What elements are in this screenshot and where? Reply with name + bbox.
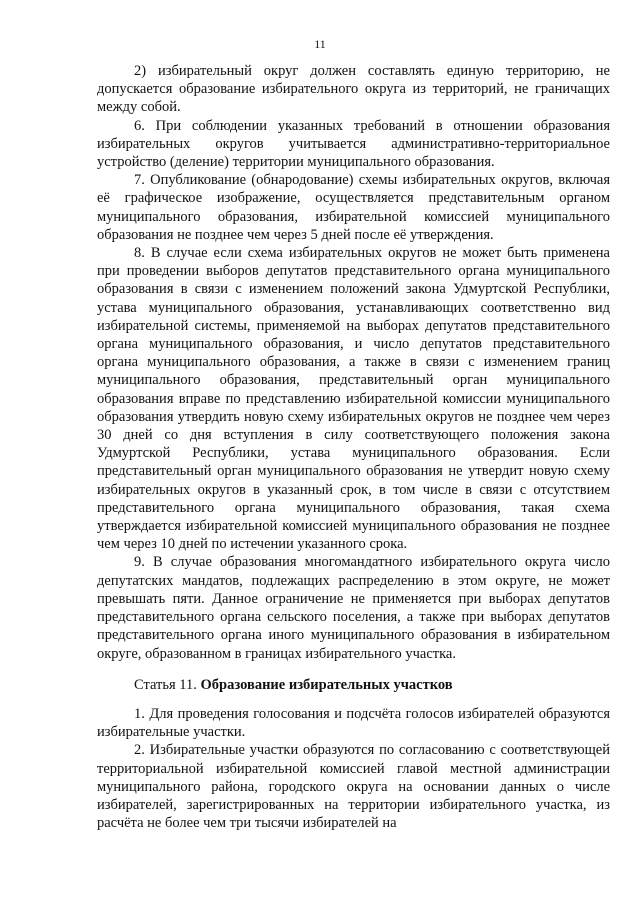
article-paragraph-2: 2. Избирательные участки образуются по согласованию с соответствующей территориальной избирательной комиссией главой местной администрации муниципального района, городского округа на основании данных о числе избирателей, зарегистрированных на территории избирательного участка, из расчёта не более чем три тысячи избирателей на xyxy=(97,742,610,832)
article-heading xyxy=(97,676,610,694)
paragraph-item-2: 2) избирательный округ должен составлять единую территорию, не допускается образование избирательного округа из территорий, не граничащих между собой. xyxy=(97,63,610,116)
paragraph-clause-9: 9. В случае образования многомандатного избирательного округа число депутатских мандатов, подлежащих распределению в этом округе, не может превышать пяти. Данное ограничение не применяется при выборах депутатов представительного органа сельского поселения, а также при выборах депутатов представительного органа иного муниципального образования в избирательном округе, образованном в границах избирательного участка. xyxy=(97,554,610,662)
page-number: 11 xyxy=(314,37,326,51)
paragraph-clause-8: 8. В случае если схема избирательных округов не может быть применена при проведении выборов депутатов представительного органа муниципального образования в связи с изменением положений закона Удмуртской Республики, устава муниципального образования, устанавливающих соответственно вид избирательной системы, применяемой на выборах депутатов представительного органа муниципального образования, и число депутатов представительного органа муниципального образования, а также в связи с изменением границ муниципального образования, представительный орган муниципального образования вправе по представлению избирательной комиссии муниципального образования утвердить новую схему избирательных округов не позднее чем через 30 дней со дня вступления в силу соответствующего положения закона Удмуртской Республики, устава муниципального образования. Если представительный орган муниципального образования не утвердит новую схему избирательных округов в указанный срок, в том числе в связи с отсутствием представительного органа муниципального образования, такая схема утверждается избирательной комиссией муниципального образования не позднее чем через 10 дней по истечении указанного срока. xyxy=(97,245,610,553)
article-paragraph-1: 1. Для проведения голосования и подсчёта голосов избирателей образуются избирательные участки. xyxy=(97,705,610,741)
document-body xyxy=(97,62,610,832)
paragraph-clause-6: 6. При соблюдении указанных требований в отношении образования избирательных округов учитывается административно-территориальное устройство (деление) территории муниципального образования. xyxy=(97,117,610,171)
article-prefix: Статья 11. xyxy=(134,676,197,693)
paragraph-clause-7: 7. Опубликование (обнародование) схемы избирательных округов, включая её графическое изображение, осуществляется представительным органом муниципального образования, избирательной комиссией муниципального образования не позднее чем через 5 дней после её утверждения. xyxy=(97,172,610,243)
article-title: Образование избирательных участков xyxy=(200,676,453,693)
